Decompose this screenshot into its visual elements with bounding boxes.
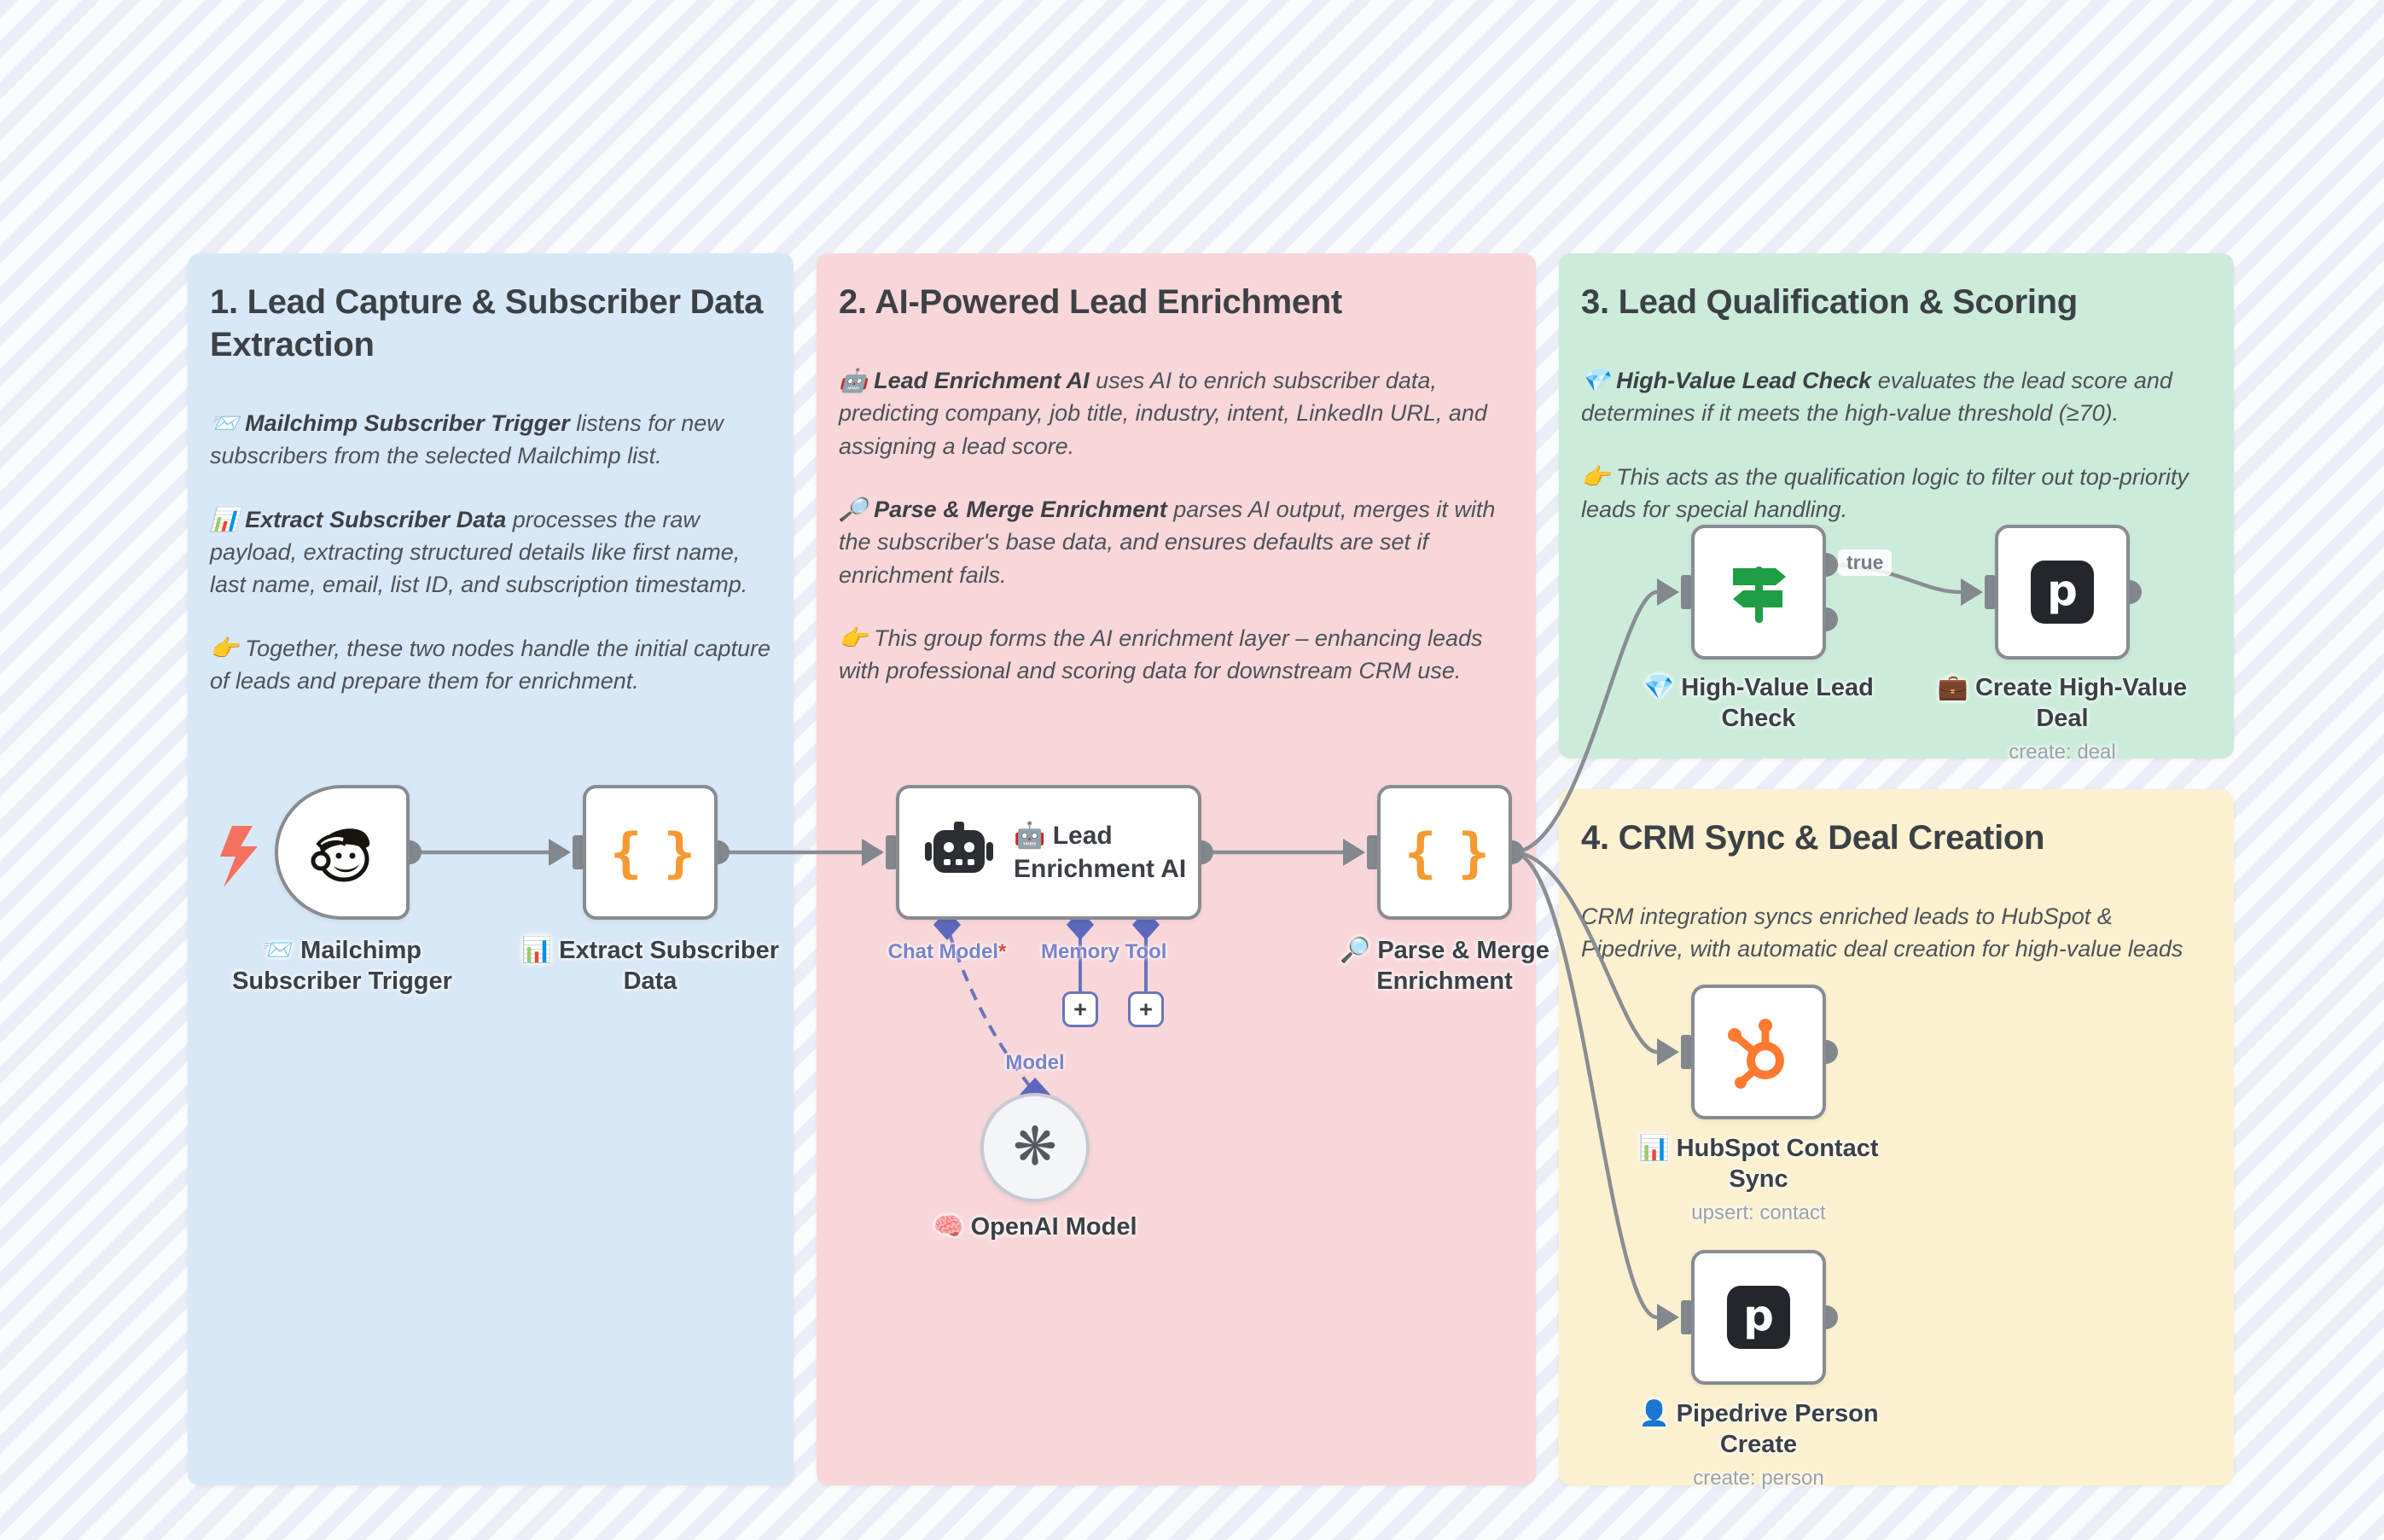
add-tool-button[interactable]: + xyxy=(1128,991,1164,1027)
note-bold: Extract Subscriber Data xyxy=(245,506,507,532)
note-emoji: 💎 xyxy=(1581,368,1617,393)
node-parse-merge-enrichment[interactable] xyxy=(1377,785,1512,920)
openai-logo-icon: ❋ xyxy=(1013,1118,1057,1177)
node-label-mailchimp: 📨 Mailchimp Subscriber Trigger xyxy=(232,937,452,996)
note-text: This acts as the qualification logic to filter out top-priority leads for special handling. xyxy=(1581,463,2189,522)
note-text: CRM integration syncs enriched leads to HubSpot & Pipedrive, with automatic deal creation for high-value leads xyxy=(1581,904,2183,962)
node-label-deal: 💼 Create High-Value Deal create: deal xyxy=(1917,672,2207,765)
mailchimp-freddie-icon xyxy=(301,811,383,893)
node-hubspot-contact-sync[interactable] xyxy=(1691,985,1826,1119)
note-emoji: 👉 xyxy=(1581,463,1617,490)
node-label-hvcheck: 💎 High-Value Lead Check xyxy=(1643,674,1874,733)
hubspot-sprocket-icon xyxy=(1719,1013,1798,1091)
note-text: parses AI output, merges it with the subscriber's base data, and ensures defaults are set if enrichment fails. xyxy=(839,496,1496,588)
node-sublabel-deal: create: deal xyxy=(2009,740,2116,764)
note-emoji: 📊 xyxy=(210,506,246,532)
node-sublabel-pipedrive: create: person xyxy=(1693,1466,1824,1490)
note-text: listens for new subscribers from the selected Mailchimp list. xyxy=(210,410,724,469)
note-emoji: 👉 xyxy=(839,625,875,651)
pipedrive-icon: p xyxy=(2031,561,2094,624)
branch-label-true: true xyxy=(1838,549,1892,576)
note-bold: Mailchimp Subscriber Trigger xyxy=(245,410,570,436)
note-bold: High-Value Lead Check xyxy=(1616,368,1872,393)
robot-icon xyxy=(922,815,997,890)
code-braces-icon: { } xyxy=(1404,821,1485,884)
note-bold: Lead Enrichment AI xyxy=(874,368,1090,393)
node-label-extract: 📊 Extract Subscriber Data xyxy=(520,937,780,996)
port-label-model: Model xyxy=(1005,1051,1065,1074)
group-title: 3. Lead Qualification & Scoring xyxy=(1581,283,2078,321)
group-title: 4. CRM Sync & Deal Creation xyxy=(1581,819,2045,857)
code-braces-icon: { } xyxy=(610,821,690,884)
node-label-parse: 🔎 Parse & Merge Enrichment xyxy=(1340,937,1550,996)
pipedrive-icon: p xyxy=(1727,1286,1790,1349)
node-label-pipedrive: 👤 Pipedrive Person Create create: person xyxy=(1614,1398,1904,1491)
group-title: 1. Lead Capture & Subscriber Data Extraction xyxy=(210,283,764,363)
note-text: processes the raw payload, extracting structured details like first name, last name, email, list ID, and subscription timestamp. xyxy=(210,506,748,598)
note-text: uses AI to enrich subscriber data, predicting company, job title, industry, intent, LinkedIn URL, and assigning a lead score. xyxy=(839,368,1487,459)
required-asterisk: * xyxy=(997,940,1007,963)
trigger-bolt-icon xyxy=(220,826,258,887)
note-emoji: 👉 xyxy=(210,635,246,661)
port-label-tool: Tool xyxy=(1125,940,1167,963)
note-bold: Parse & Merge Enrichment xyxy=(874,496,1167,522)
node-inner-label: 🤖 Lead Enrichment AI xyxy=(1014,822,1187,883)
node-mailchimp-subscriber-trigger[interactable] xyxy=(275,785,410,920)
group-title: 2. AI-Powered Lead Enrichment xyxy=(839,283,1342,321)
port-label-memory: Memory xyxy=(1040,940,1120,963)
node-pipedrive-person-create[interactable] xyxy=(1691,1250,1826,1385)
note-text: This group forms the AI enrichment layer – enhancing leads with professional and scoring data for downstream CRM use. xyxy=(839,625,1483,684)
if-signpost-icon xyxy=(1719,553,1798,631)
note-text: Together, these two nodes handle the initial capture of leads and prepare them for enrichment. xyxy=(210,635,771,694)
node-extract-subscriber-data[interactable] xyxy=(583,785,718,920)
add-memory-button[interactable]: + xyxy=(1062,991,1098,1027)
note-text: evaluates the lead score and determines if it meets the high-value threshold (≥70). xyxy=(1581,368,2172,427)
note-emoji: 🤖 xyxy=(839,368,875,393)
node-create-high-value-deal[interactable] xyxy=(1995,525,2130,660)
node-lead-enrichment-ai[interactable] xyxy=(896,785,1201,920)
note-emoji: 📨 xyxy=(210,410,246,436)
node-openai-model[interactable] xyxy=(980,1093,1090,1202)
node-sublabel-hubspot: upsert: contact xyxy=(1691,1200,1826,1224)
note-emoji: 🔎 xyxy=(839,496,875,522)
node-label-openai: 🧠 OpenAI Model xyxy=(933,1213,1137,1241)
node-high-value-lead-check[interactable] xyxy=(1691,525,1826,660)
port-label-chat-model: Chat Model* xyxy=(887,940,1007,963)
node-label-hubspot: 📊 HubSpot Contact Sync upsert: contact xyxy=(1614,1133,1904,1226)
